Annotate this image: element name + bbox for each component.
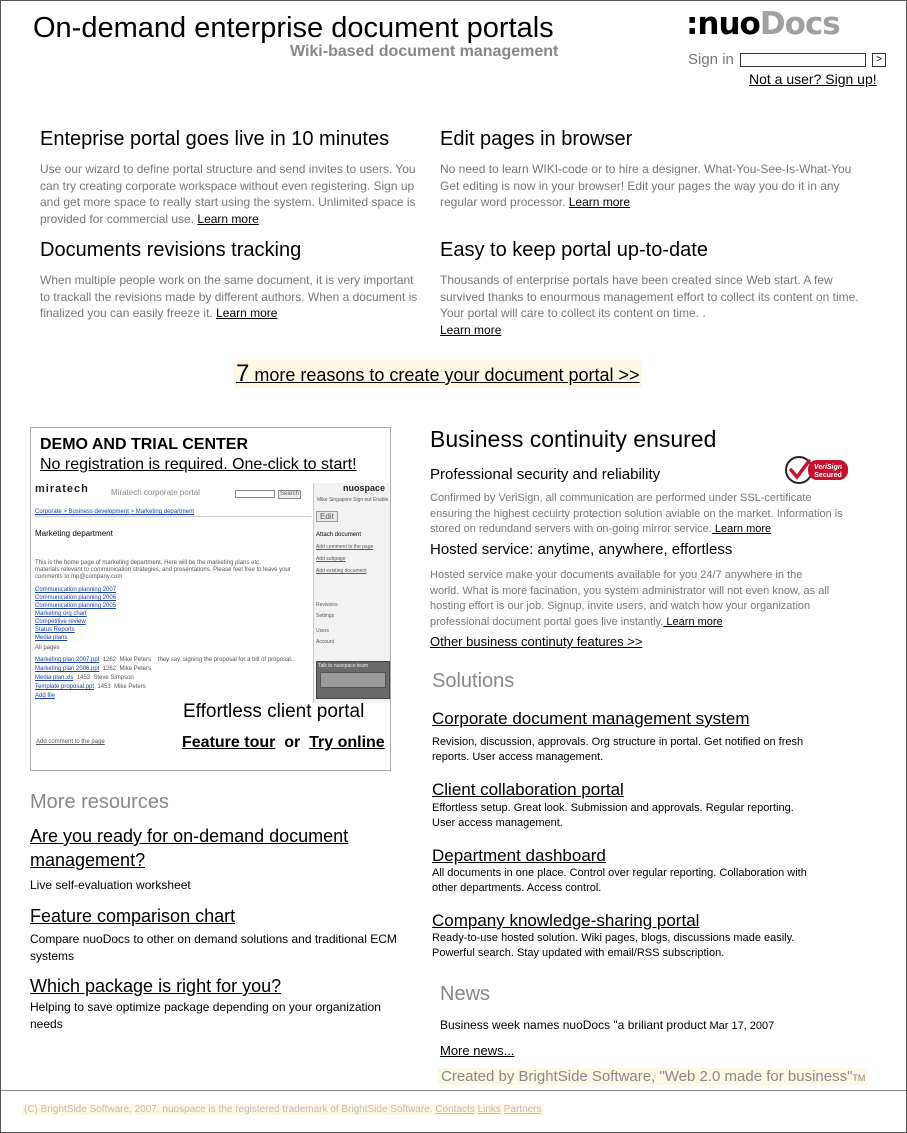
resource-body: Compare nuoDocs to other on demand solutions and traditional ECM systems	[30, 932, 397, 963]
feature-title: Enteprise portal goes live in 10 minutes	[40, 128, 390, 150]
reasons-number: 7	[236, 360, 250, 387]
feature-tour-link[interactable]: Feature tour	[182, 734, 276, 751]
reasons-text: more reasons to create your document portal >>	[249, 365, 640, 385]
mini-intro: This is the home page of marketing department. Here will be the marketing plans etc.	[35, 560, 261, 566]
trademark-mark: TM	[852, 1073, 866, 1083]
mini-search-button: Search	[280, 491, 300, 497]
solution-body: Revision, discussion, approvals. Org structure in portal. Get notified on fresh reports. User access management.	[432, 736, 804, 763]
resource-link[interactable]: Which package is right for you?	[30, 976, 282, 996]
mini-side-misc: Settings	[316, 613, 335, 619]
verisign-line-2: Secured	[814, 472, 842, 479]
mini-link: Competitive review	[35, 619, 86, 625]
site-title: On-demand enterprise document portals	[33, 12, 554, 44]
feature-text: Use our wizard to define portal structure and send invites to users. You can try creating corporate workspace without even registering. Sign up and get more space to really start using the system. Unlimited space is provided for commercial use.	[40, 162, 416, 226]
learn-more-link[interactable]: Learn more	[711, 523, 772, 535]
feature-title: Edit pages in browser	[440, 128, 633, 150]
signin-label: Sign in	[688, 51, 734, 68]
miratech-logo: miratech	[35, 483, 89, 495]
mini-intro: comments to mp@company.com	[35, 574, 123, 580]
demo-links	[182, 734, 385, 752]
mini-side-action: Add existing document	[316, 568, 367, 574]
footer-divider	[1, 1090, 906, 1091]
mini-file-row: Media plan.xls 1453 Steve Simpson	[35, 675, 134, 681]
resource-body: Live self-evaluation worksheet	[30, 878, 191, 892]
mini-file-row: Template proposal.ppt 1453 Mike Peters	[35, 684, 146, 690]
solution-link[interactable]: Client collaboration portal	[432, 780, 624, 799]
mini-side-action: Add subpage	[316, 556, 346, 562]
continuity-subheading: Professional security and reliability	[430, 466, 661, 483]
mini-link: Status Reports	[35, 627, 75, 633]
mini-link: Communication planning 2007	[35, 587, 117, 593]
mini-link: Media plans	[35, 635, 68, 641]
mini-edit-button: Edit	[316, 511, 338, 522]
created-by	[438, 1068, 868, 1085]
continuity-text: Confirmed by VeriSign, all communication are performed under SSL-certificate ensuring the highest cecuirty protection solution aviable on the market. Information is stored on redundand servers with on-going mirror service.	[430, 492, 843, 535]
mini-file-row: Marketing plan 2007.ppt 1262 Mike Peters they say, signing the proposal for a bill of proposal...	[35, 657, 296, 663]
news-heading: News	[440, 983, 491, 1005]
footer-link-links[interactable]: Links	[477, 1104, 501, 1115]
signup-link[interactable]: Not a user? Sign up!	[749, 71, 877, 87]
footer-copyright: (C) BrightSide Software, 2007. nuospace is the registered trademark of BrightSide Software.	[24, 1104, 436, 1115]
solution-body: Effortless setup. Great look. Submission and approvals. Regular reporting. User access management.	[432, 802, 794, 829]
mini-page-heading: Marketing department	[35, 529, 113, 538]
demo-trial-center	[30, 427, 391, 771]
feature-body	[40, 161, 424, 227]
demo-title: DEMO AND TRIAL CENTER	[40, 436, 248, 453]
or-text: or	[284, 734, 301, 751]
mini-side-misc: Revisions	[316, 602, 338, 608]
continuity-text: Hosted service make your documents available for you 24/7 anywhere in the world. What is more facination, you system administrator will not even know, as all hosting effort is our job. Signup, invite users, and watch how your organization professional document portal goes live instantly.	[430, 569, 830, 628]
mini-intro: materials relevant to communication strategies, and presentations. Please feel free to leave your	[35, 567, 291, 573]
mini-side-action: Add comment to the page	[316, 544, 374, 550]
logo-part-2: Docs	[759, 6, 840, 42]
learn-more-link[interactable]: Learn more	[440, 322, 502, 337]
feature-body	[440, 272, 864, 338]
news-date: Mar 17, 2007	[706, 1020, 775, 1032]
more-reasons-link[interactable]	[234, 360, 642, 388]
signin-button[interactable]: >	[872, 53, 886, 67]
mini-add-file: Add file	[35, 693, 56, 699]
feature-title: Documents revisions tracking	[40, 239, 302, 261]
feature-body	[40, 272, 424, 322]
signin-input[interactable]	[740, 53, 866, 67]
learn-more-link[interactable]: Learn more	[216, 306, 278, 320]
mini-link: Communication planning 2005	[35, 603, 117, 609]
mini-side-action: Attach document	[316, 532, 362, 538]
mini-add-comment: Add comment to the page	[36, 739, 105, 745]
mini-side-misc: Users	[316, 628, 330, 634]
resource-body: Helping to save optimize package depending on your organization needs	[30, 1000, 381, 1031]
footer	[22, 1104, 544, 1115]
news-headline: Business week names nuoDocs "a briliant product	[440, 1018, 707, 1032]
logo-part-1: :nuo	[686, 6, 760, 42]
mini-talk-label: Talk to nuospace team	[318, 663, 369, 669]
continuity-body	[430, 568, 830, 630]
learn-more-link[interactable]: Learn more	[663, 615, 723, 628]
resources-heading: More resources	[30, 791, 169, 813]
mini-all-pages: All pages	[35, 645, 60, 651]
feature-title: Easy to keep portal up-to-date	[440, 239, 708, 261]
news-item[interactable]	[440, 1018, 774, 1032]
learn-more-link[interactable]: Learn more	[568, 195, 631, 209]
try-online-link[interactable]: Try online	[309, 734, 385, 751]
mini-file-row: Marketing plan 2006.ppt 1262 Mike Peters	[35, 666, 152, 672]
more-news-link[interactable]: More news...	[440, 1043, 515, 1058]
verisign-seal-icon[interactable]	[784, 455, 850, 485]
solutions-heading: Solutions	[432, 670, 515, 692]
footer-link-partners[interactable]: Partners	[503, 1104, 542, 1115]
solution-link[interactable]: Department dashboard	[432, 846, 606, 865]
mini-search-input	[235, 490, 275, 498]
other-continuity-link[interactable]: Other business continuty features >>	[430, 634, 643, 649]
solution-link[interactable]: Corporate document management system	[432, 709, 750, 728]
nuodocs-logo[interactable]	[686, 6, 840, 42]
effortless-heading: Effortless client portal	[183, 701, 365, 722]
resource-link[interactable]: Feature comparison chart	[30, 906, 236, 926]
feature-body	[440, 161, 864, 211]
continuity-subheading: Hosted service: anytime, anywhere, effortless	[430, 541, 733, 558]
footer-link-contacts[interactable]: Contacts	[435, 1104, 475, 1115]
verisign-line-1: VeriSign	[813, 464, 843, 471]
continuity-title: Business continuity ensured	[430, 426, 717, 452]
resource-link[interactable]: Are you ready for on-demand document management?	[30, 826, 349, 870]
feature-text: Thousands of enterprise portals have been created since Web start. A few survived thanks to enourmous management effort to collect its content on time. Your portal will care to collect its content on time. .	[440, 273, 859, 320]
site-subtitle: Wiki-based document management	[290, 43, 559, 60]
solution-body: All documents in one place. Control over regular reporting. Collaboration with other departments. Access control.	[432, 867, 807, 894]
nuospace-logo: nuospace	[343, 483, 386, 493]
mini-link: Communication planning 2006	[35, 595, 117, 601]
solution-body: Ready-to-use hosted solution. Wiki pages, blogs, discussions made easily. Powerful search. Stay updated with email/RSS subscription.	[432, 932, 795, 959]
feature-text: No need to learn WIKI-code or to hire a designer. What-You-See-Is-What-You Get editing is now in your browser! Edit your pages the way you do it in any regular word processor.	[440, 162, 852, 209]
portal-name: Miratech corporate portal	[111, 488, 200, 497]
feature-text: When multiple people work on the same document, it is very important to trackall the revisions made by different authors. When a document is finalized you can easily freeze it.	[40, 273, 418, 320]
demo-start-link[interactable]: No registration is required. One-click to start!	[40, 456, 357, 473]
mini-link: Marketing org chart	[35, 611, 87, 617]
continuity-body	[430, 491, 850, 538]
user-links: Mike Singapore Sign out Enable	[317, 497, 389, 503]
solution-link[interactable]: Company knowledge-sharing portal	[432, 911, 700, 930]
learn-more-link[interactable]: Learn more	[197, 211, 259, 226]
portal-screenshot[interactable]	[33, 483, 390, 703]
created-text: Created by BrightSide Software, "Web 2.0 made for business"	[441, 1068, 853, 1085]
mini-side-misc: Account	[316, 639, 335, 645]
mini-breadcrumb: Corporate > Business development > Marketing department	[35, 509, 311, 517]
